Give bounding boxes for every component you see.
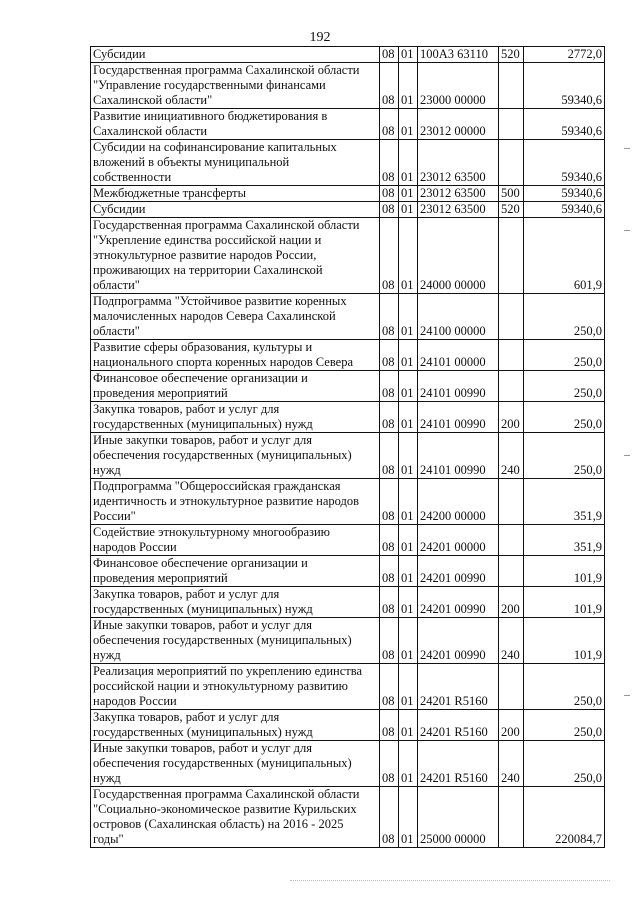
table-row (91, 618, 605, 664)
row-subsection-cell: 01 (399, 664, 418, 710)
row-name-cell: Закупка товаров, работ и услуг для государственных (муниципальных) нужд (91, 710, 380, 741)
row-expense-type-cell: 240 (499, 433, 524, 479)
row-subsection-cell: 01 (399, 340, 418, 371)
table-row (91, 556, 605, 587)
table-row (91, 47, 605, 63)
row-target-code-cell: 24201 00000 (418, 525, 499, 556)
row-section-cell: 08 (380, 479, 399, 525)
table-row (91, 741, 605, 787)
row-target-code-cell: 24201 00990 (418, 556, 499, 587)
row-expense-type-cell: 520 (499, 47, 524, 63)
row-name-cell: Финансовое обеспечение организации и проведения мероприятий (91, 556, 380, 587)
row-amount-cell: 250,0 (524, 402, 605, 433)
row-section-cell: 08 (380, 294, 399, 340)
row-amount-cell: 101,9 (524, 587, 605, 618)
row-amount-cell: 351,9 (524, 525, 605, 556)
row-target-code-cell: 24101 00000 (418, 340, 499, 371)
budget-table-body (91, 47, 605, 848)
row-expense-type-cell (499, 525, 524, 556)
row-target-code-cell: 24100 00000 (418, 294, 499, 340)
row-name-cell: Субсидии (91, 47, 380, 63)
row-section-cell: 08 (380, 47, 399, 63)
row-target-code-cell: 24201 R5160 (418, 741, 499, 787)
row-amount-cell: 101,9 (524, 618, 605, 664)
row-subsection-cell: 01 (399, 186, 418, 202)
row-name-cell: Закупка товаров, работ и услуг для государственных (муниципальных) нужд (91, 402, 380, 433)
row-name-cell: Реализация мероприятий по укреплению единства российской нации и этнокультурному развитию народов России (91, 664, 380, 710)
row-amount-cell: 59340,6 (524, 202, 605, 218)
row-target-code-cell: 24201 00990 (418, 618, 499, 664)
budget-table (90, 46, 605, 848)
row-amount-cell: 59340,6 (524, 140, 605, 186)
row-expense-type-cell: 200 (499, 402, 524, 433)
table-row (91, 433, 605, 479)
row-section-cell: 08 (380, 140, 399, 186)
row-name-cell: Подпрограмма "Устойчивое развитие коренных малочисленных народов Севера Сахалинской области" (91, 294, 380, 340)
row-name-cell: Субсидии (91, 202, 380, 218)
row-subsection-cell: 01 (399, 710, 418, 741)
table-row (91, 340, 605, 371)
row-name-cell: Финансовое обеспечение организации и проведения мероприятий (91, 371, 380, 402)
row-subsection-cell: 01 (399, 47, 418, 63)
table-row (91, 218, 605, 294)
table-row (91, 202, 605, 218)
row-section-cell: 08 (380, 109, 399, 140)
row-section-cell: 08 (380, 618, 399, 664)
row-expense-type-cell (499, 556, 524, 587)
row-target-code-cell: 23000 00000 (418, 63, 499, 109)
row-name-cell: Иные закупки товаров, работ и услуг для обеспечения государственных (муниципальных) нужд (91, 433, 380, 479)
row-amount-cell: 250,0 (524, 664, 605, 710)
row-subsection-cell: 01 (399, 479, 418, 525)
table-row (91, 63, 605, 109)
row-amount-cell: 250,0 (524, 741, 605, 787)
row-name-cell: Субсидии на софинансирование капитальных вложений в объекты муниципальной собственности (91, 140, 380, 186)
row-subsection-cell: 01 (399, 109, 418, 140)
row-subsection-cell: 01 (399, 587, 418, 618)
table-row (91, 402, 605, 433)
row-amount-cell: 250,0 (524, 340, 605, 371)
row-subsection-cell: 01 (399, 294, 418, 340)
row-target-code-cell: 100А3 63110 (418, 47, 499, 63)
row-expense-type-cell (499, 479, 524, 525)
row-subsection-cell: 01 (399, 371, 418, 402)
table-row (91, 587, 605, 618)
row-section-cell: 08 (380, 556, 399, 587)
row-target-code-cell: 23012 63500 (418, 202, 499, 218)
row-amount-cell: 250,0 (524, 710, 605, 741)
row-section-cell: 08 (380, 218, 399, 294)
row-section-cell: 08 (380, 202, 399, 218)
row-section-cell: 08 (380, 402, 399, 433)
row-target-code-cell: 24000 00000 (418, 218, 499, 294)
row-name-cell: Межбюджетные трансферты (91, 186, 380, 202)
row-amount-cell: 59340,6 (524, 109, 605, 140)
table-row (91, 109, 605, 140)
row-amount-cell: 101,9 (524, 556, 605, 587)
row-expense-type-cell (499, 140, 524, 186)
row-target-code-cell: 24101 00990 (418, 433, 499, 479)
row-name-cell: Иные закупки товаров, работ и услуг для обеспечения государственных (муниципальных) нужд (91, 618, 380, 664)
row-section-cell: 08 (380, 664, 399, 710)
row-expense-type-cell: 500 (499, 186, 524, 202)
row-subsection-cell: 01 (399, 433, 418, 479)
row-subsection-cell: 01 (399, 741, 418, 787)
row-name-cell: Подпрограмма "Общероссийская гражданская идентичность и этнокультурное развитие народов России" (91, 479, 380, 525)
row-name-cell: Развитие сферы образования, культуры и национального спорта коренных народов Севера (91, 340, 380, 371)
row-subsection-cell: 01 (399, 556, 418, 587)
margin-scan-mark (624, 695, 630, 696)
row-expense-type-cell: 520 (499, 202, 524, 218)
row-expense-type-cell: 200 (499, 587, 524, 618)
row-amount-cell: 351,9 (524, 479, 605, 525)
footer-scan-artifact (290, 880, 610, 882)
row-name-cell: Государственная программа Сахалинской области "Укрепление единства российской нации и этнокультурное развитие народов России, проживающих на территории Сахалинской области" (91, 218, 380, 294)
row-target-code-cell: 24200 00000 (418, 479, 499, 525)
margin-scan-mark (624, 455, 630, 456)
row-subsection-cell: 01 (399, 618, 418, 664)
row-target-code-cell: 23012 63500 (418, 140, 499, 186)
row-subsection-cell: 01 (399, 525, 418, 556)
row-expense-type-cell (499, 371, 524, 402)
row-section-cell: 08 (380, 186, 399, 202)
table-row (91, 140, 605, 186)
row-section-cell: 08 (380, 433, 399, 479)
row-amount-cell: 250,0 (524, 294, 605, 340)
row-name-cell: Развитие инициативного бюджетирования в Сахалинской области (91, 109, 380, 140)
table-row (91, 371, 605, 402)
row-subsection-cell: 01 (399, 402, 418, 433)
row-amount-cell: 601,9 (524, 218, 605, 294)
row-target-code-cell: 24101 00990 (418, 402, 499, 433)
row-section-cell: 08 (380, 340, 399, 371)
table-row (91, 479, 605, 525)
row-amount-cell: 250,0 (524, 433, 605, 479)
page-number: 192 (309, 30, 331, 45)
row-amount-cell: 2772,0 (524, 47, 605, 63)
row-expense-type-cell: 240 (499, 618, 524, 664)
row-name-cell: Государственная программа Сахалинской области "Социально-экономическое развитие Курильских островов (Сахалинская область) на 2016 - 2025 годы" (91, 787, 380, 848)
row-expense-type-cell (499, 664, 524, 710)
row-expense-type-cell: 240 (499, 741, 524, 787)
row-target-code-cell: 23012 00000 (418, 109, 499, 140)
row-name-cell: Государственная программа Сахалинской области "Управление государственными финансами Сахалинской области" (91, 63, 380, 109)
row-name-cell: Закупка товаров, работ и услуг для государственных (муниципальных) нужд (91, 587, 380, 618)
row-subsection-cell: 01 (399, 202, 418, 218)
row-amount-cell: 59340,6 (524, 63, 605, 109)
table-row (91, 186, 605, 202)
table-row (91, 664, 605, 710)
margin-scan-mark (624, 148, 630, 149)
row-expense-type-cell: 200 (499, 710, 524, 741)
row-section-cell: 08 (380, 741, 399, 787)
table-row (91, 525, 605, 556)
row-target-code-cell: 23012 63500 (418, 186, 499, 202)
row-expense-type-cell (499, 109, 524, 140)
table-row (91, 710, 605, 741)
row-name-cell: Содействие этнокультурному многообразию народов России (91, 525, 380, 556)
row-target-code-cell: 24201 R5160 (418, 664, 499, 710)
row-amount-cell: 220084,7 (524, 787, 605, 848)
row-subsection-cell: 01 (399, 218, 418, 294)
row-expense-type-cell (499, 218, 524, 294)
row-name-cell: Иные закупки товаров, работ и услуг для обеспечения государственных (муниципальных) нужд (91, 741, 380, 787)
row-expense-type-cell (499, 340, 524, 371)
margin-scan-mark (624, 230, 630, 231)
row-expense-type-cell (499, 63, 524, 109)
row-expense-type-cell (499, 294, 524, 340)
row-subsection-cell: 01 (399, 140, 418, 186)
row-target-code-cell: 25000 00000 (418, 787, 499, 848)
table-row (91, 294, 605, 340)
table-row (91, 787, 605, 848)
row-expense-type-cell (499, 787, 524, 848)
row-section-cell: 08 (380, 710, 399, 741)
row-subsection-cell: 01 (399, 787, 418, 848)
row-section-cell: 08 (380, 525, 399, 556)
row-target-code-cell: 24201 00990 (418, 587, 499, 618)
row-amount-cell: 250,0 (524, 371, 605, 402)
row-target-code-cell: 24101 00990 (418, 371, 499, 402)
row-amount-cell: 59340,6 (524, 186, 605, 202)
row-section-cell: 08 (380, 587, 399, 618)
row-section-cell: 08 (380, 63, 399, 109)
row-section-cell: 08 (380, 787, 399, 848)
row-subsection-cell: 01 (399, 63, 418, 109)
row-target-code-cell: 24201 R5160 (418, 710, 499, 741)
row-section-cell: 08 (380, 371, 399, 402)
